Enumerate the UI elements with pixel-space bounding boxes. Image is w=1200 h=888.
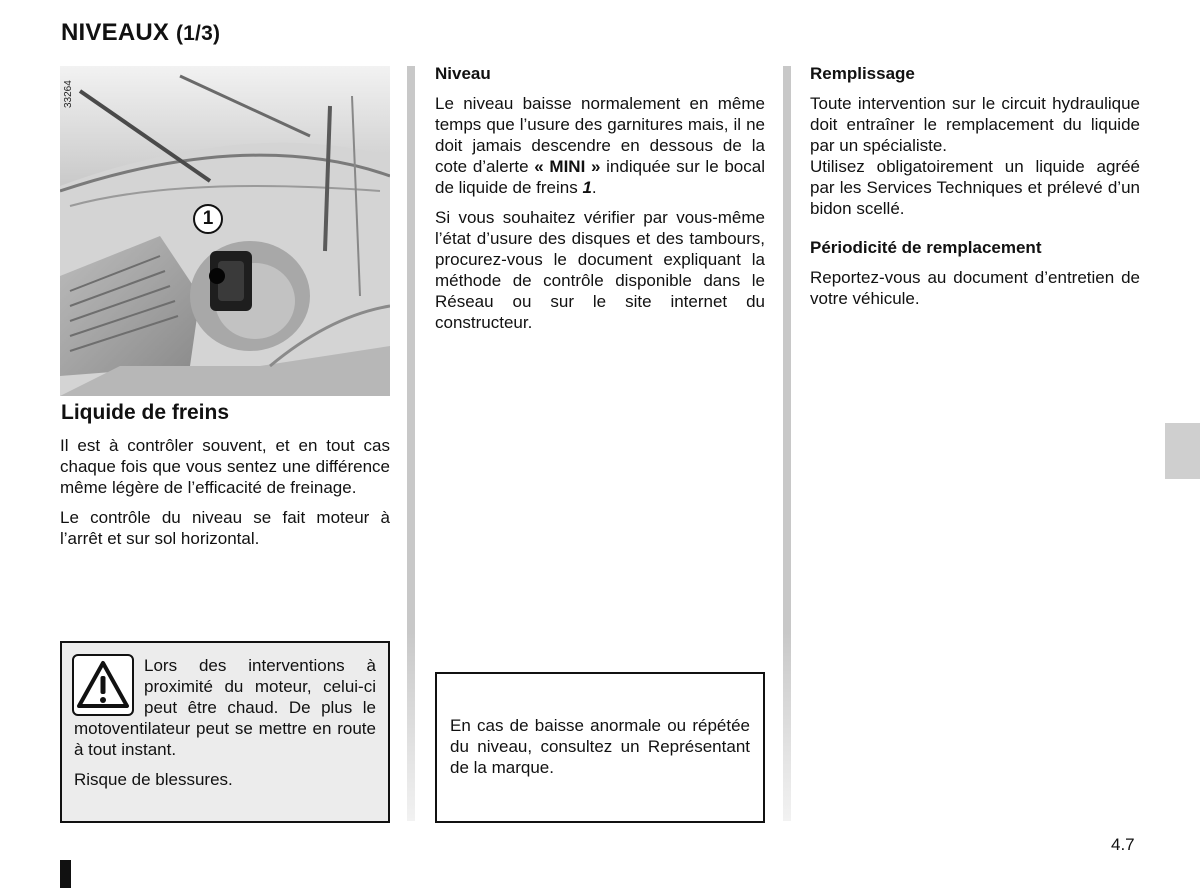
warning-text (74, 655, 376, 799)
level-text-part: indiquée sur le bocal de liquide de freins (435, 157, 765, 197)
reservoir-reference: 1 (582, 178, 592, 197)
level-paragraph-2: Si vous souhaitez vérifier par vous-même l’état d’usure des disques et des tambours, procurez-vous le document expliquant la méthode de contrôle disponible dans le Réseau ou sur le site internet du constructeur. (435, 208, 765, 332)
level-text-part: . (591, 178, 597, 197)
warning-box (60, 641, 390, 823)
info-text: En cas de baisse anormale ou répétée du niveau, consultez un Représentant de la marque. (450, 716, 750, 777)
filling-text (810, 63, 1140, 318)
info-box (435, 672, 765, 823)
column-divider (783, 66, 791, 821)
mini-mark-label: « MINI » (534, 157, 601, 176)
page-title (61, 19, 220, 47)
intro-paragraph-2: Le contrôle du niveau se fait moteur à l’arrêt et sur sol horizontal. (60, 508, 390, 548)
filling-paragraph-1: Toute intervention sur le circuit hydraulique doit entraîner le remplacement du liquide par un spécialiste. (810, 94, 1140, 155)
interval-paragraph: Reportez-vous au document d’entretien de votre véhicule. (810, 268, 1140, 308)
column-divider (407, 66, 415, 821)
filling-paragraph-2: Utilisez obligatoirement un liquide agréé par les Services Techniques et prélevé d’un bidon scellé. (810, 157, 1140, 218)
interval-heading: Périodicité de remplacement (810, 238, 1042, 257)
engine-bay-photo (60, 66, 390, 396)
engine-bay-illustration (60, 66, 390, 396)
level-text (435, 63, 765, 342)
level-paragraph-1 (435, 93, 765, 198)
level-heading: Niveau (435, 64, 491, 83)
warning-paragraph-1: Lors des interventions à proximité du moteur, celui-ci peut être chaud. De plus le motoventilateur peut se mettre en route à tout instant. (74, 656, 376, 759)
level-text-part: Le niveau baisse normalement en même temps que l’usure des garnitures mais, il ne doit jamais descendre en dessous de la cote d’alerte (435, 94, 765, 176)
page-number: 4.7 (1111, 835, 1135, 854)
warning-paragraph-2: Risque de blessures. (74, 770, 233, 789)
section-heading: Liquide de freins (61, 401, 230, 424)
filling-heading: Remplissage (810, 64, 915, 83)
figure-code: 33264 (63, 80, 74, 108)
chapter-tab (1165, 423, 1200, 479)
icon-spacer (74, 655, 144, 717)
callout-marker-1: 1 (193, 204, 223, 234)
print-mark (60, 860, 71, 888)
page-title-main: NIVEAUX (61, 19, 170, 46)
intro-paragraph-1: Il est à contrôler souvent, et en tout cas chaque fois que vous sentez une différence même légère de l’efficacité de freinage. (60, 436, 390, 497)
page-title-part: (1/3) (175, 22, 221, 45)
intro-text (60, 435, 390, 558)
